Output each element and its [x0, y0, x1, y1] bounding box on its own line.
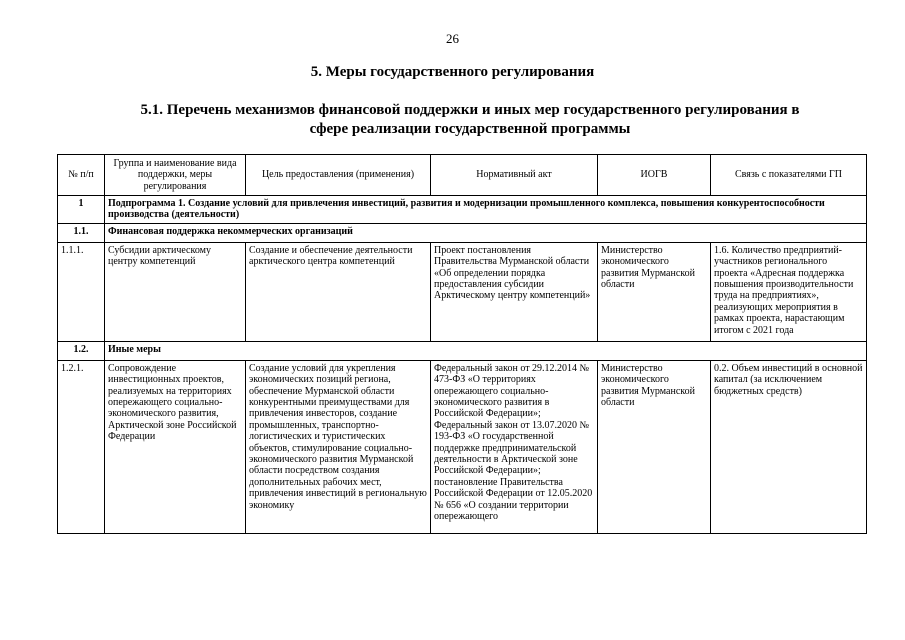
row-act: Проект постановления Правительства Мурманской области «Об определении порядка предоставления субсидии Арктическому центру компетенций»: [431, 242, 598, 341]
row-link: [711, 360, 867, 533]
row-num: 1.1.1.: [58, 242, 105, 341]
row-num: [58, 360, 105, 533]
subprogram-text: Подпрограмма 1. Создание условий для привлечения инвестиций, развития и модернизации промышленного комплекса, повышения конкурентоспособности производства (деятельности): [105, 196, 867, 224]
header-iogv: ИОГВ: [598, 155, 711, 196]
header-link: Связь с показателями ГП: [711, 155, 867, 196]
section-num: 1.2.: [58, 341, 105, 360]
row-goal: Создание и обеспечение деятельности арктического центра компетенций: [246, 242, 431, 341]
row-group: [105, 360, 246, 533]
section-row: [58, 341, 867, 360]
row-iogv: [598, 360, 711, 533]
header-goal: Цель предоставления (применения): [246, 155, 431, 196]
row-link-text: 0.2. Объем инвестиций в основной капитал (за исключением бюджетных средств): [714, 362, 863, 397]
section-row: [58, 223, 867, 242]
subprogram-num: 1: [58, 196, 105, 224]
table-header-row: [58, 155, 867, 196]
header-act: Нормативный акт: [431, 155, 598, 196]
row-link: 1.6. Количество предприятий-участников регионального проекта «Адресная поддержка повышения производительности труда на предприятиях», реализующих мероприятия в рамках проекта, нарастающим итогом с 2021 года: [711, 242, 867, 341]
subsection-title: 5.1. Перечень механизмов финансовой поддержки и иных мер государственного регулирования в сфере реализации государственной программы: [140, 102, 800, 137]
measures-table: [57, 154, 867, 534]
row-goal: [246, 360, 431, 533]
section-text: Финансовая поддержка некоммерческих организаций: [105, 223, 867, 242]
row-iogv: Министерство экономического развития Мурманской области: [598, 242, 711, 341]
page-number: 26: [446, 31, 459, 46]
header-group: Группа и наименование вида поддержки, меры регулирования: [105, 155, 246, 196]
row-group: Субсидии арктическому центру компетенций: [105, 242, 246, 341]
table-row: [58, 242, 867, 341]
row-goal-text: Создание условий для укрепления экономических позиций региона, обеспечение Мурманской области конкурентными преимуществами для привлечения инвесторов, создание промышленных, транспортно-логистических и туристических объектов, стимулирование социально-экономического развития Мурманской области посредством создания дополнительных рабочих мест, привлечения инвестиций в региональную экономику: [249, 362, 427, 511]
section-title: 5. Меры государственного регулирования: [310, 64, 595, 80]
row-act: [431, 360, 598, 533]
row-group-text: Сопровождение инвестиционных проектов, реализуемых на территориях опережающего социально-экономического развития, Арктической зоне Российской Федерации: [108, 362, 237, 443]
subprogram-row: [58, 196, 867, 224]
table-row: [58, 360, 867, 533]
section-text: Иные меры: [105, 341, 867, 360]
row-act-text: Федеральный закон от 29.12.2014 № 473-ФЗ «О территориях опережающего социально-экономического развития в Российской Федерации»; Федеральный закон от 13.07.2020 № 193-ФЗ «О государственной поддержке предпринимательской деятельности в Арктической зоне Российской Федерации»; постановление Правительства Российской Федерации от 12.05.2020 № 656 «О создании территории опережающего: [434, 362, 593, 523]
row-iogv-text: Министерство экономического развития Мурманской области: [601, 362, 695, 409]
row-num-text: 1.2.1.: [61, 362, 84, 374]
section-num: 1.1.: [58, 223, 105, 242]
header-num: № п/п: [58, 155, 105, 196]
